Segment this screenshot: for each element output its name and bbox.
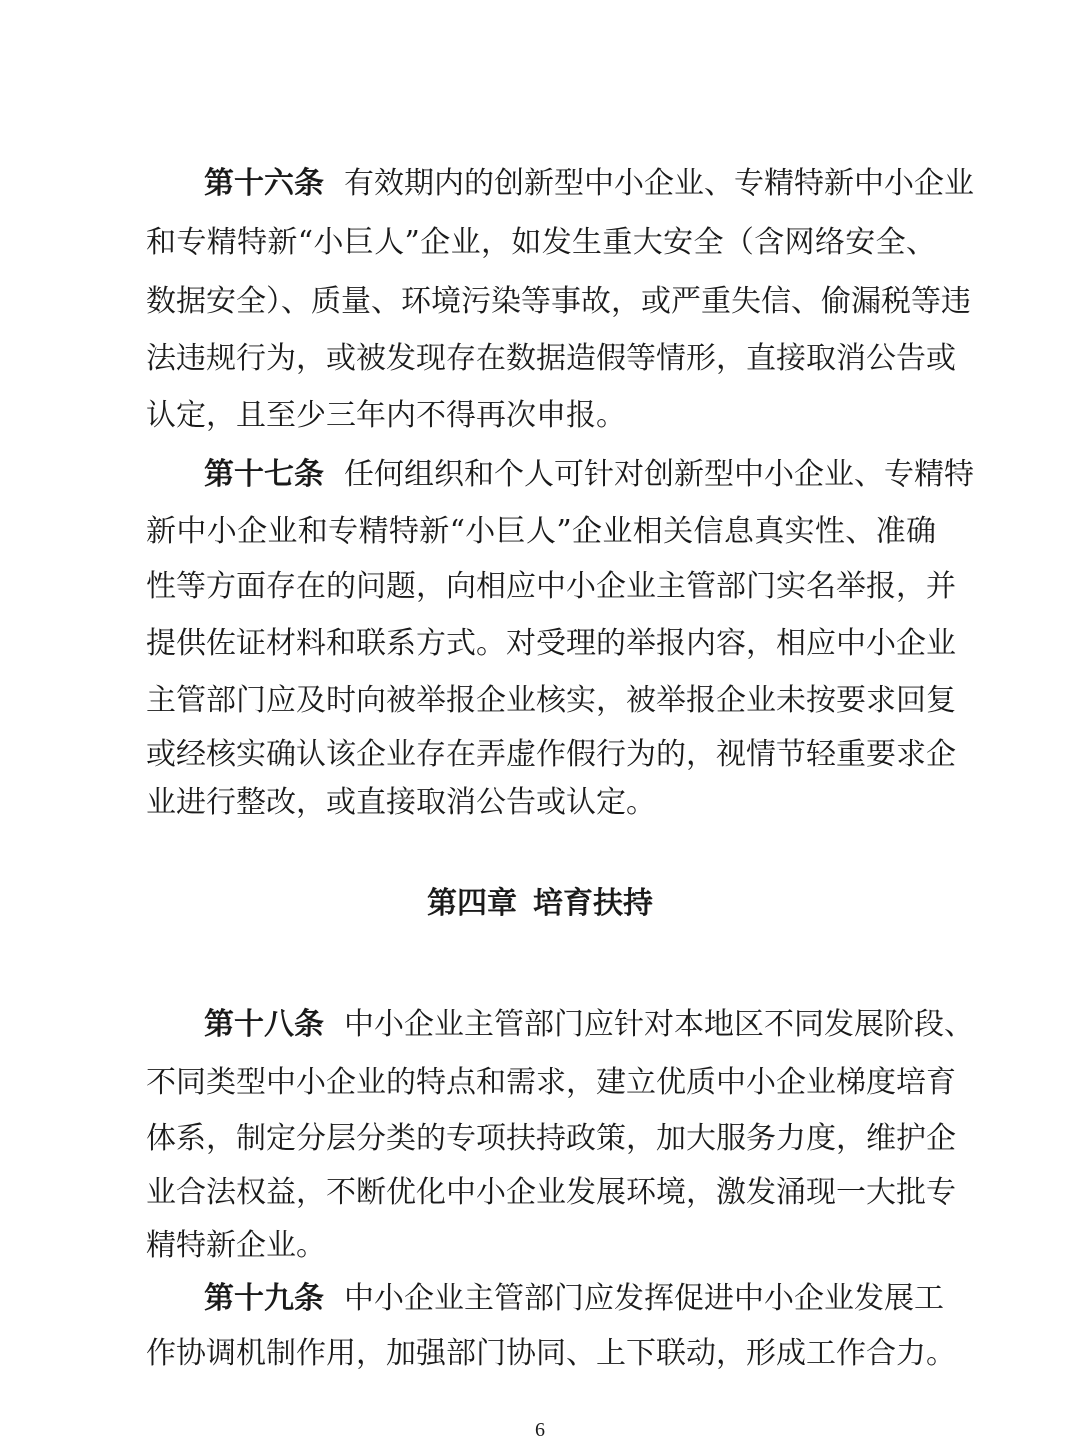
article-17-line-1: 第十七条 任何组织和个人可针对创新型中小企业、专精特 — [204, 457, 974, 492]
article-18-line-1: 第十八条 中小企业主管部门应针对本地区不同发展阶段、 — [204, 1007, 974, 1042]
article-17-line-7: 业进行整改，或直接取消公告或认定。 — [146, 785, 656, 820]
article-18-line-5: 精特新企业。 — [146, 1228, 326, 1263]
article-18-title: 第十八条 — [204, 1007, 324, 1042]
article-17-line-2: 新中小企业和专精特新“小巨人”企业相关信息真实性、准确 — [146, 514, 936, 549]
article-18-line-4: 业合法权益，不断优化中小企业发展环境，激发涌现一大批专 — [146, 1175, 956, 1210]
article-16-line-4: 法违规行为，或被发现存在数据造假等情形，直接取消公告或 — [146, 341, 956, 376]
article-17-line-6: 或经核实确认该企业存在弄虚作假行为的，视情节轻重要求企 — [146, 737, 956, 772]
article-19-line-1: 第十九条 中小企业主管部门应发挥促进中小企业发展工 — [204, 1281, 944, 1316]
chapter-title: 培育扶持 — [533, 886, 653, 921]
article-17-line-5: 主管部门应及时向被举报企业核实，被举报企业未按要求回复 — [146, 683, 956, 718]
chapter-heading — [0, 884, 1080, 924]
article-19-title: 第十九条 — [204, 1281, 324, 1316]
article-19-line-2: 作协调机制作用，加强部门协同、上下联动，形成工作合力。 — [146, 1336, 956, 1371]
article-16-title: 第十六条 — [204, 166, 324, 201]
article-16-line-1: 第十六条 有效期内的创新型中小企业、专精特新中小企业 — [204, 166, 974, 201]
article-16-line-2: 和专精特新“小巨人”企业，如发生重大安全（含网络安全、 — [146, 225, 936, 260]
chapter-number: 第四章 — [427, 886, 517, 921]
article-16-line-3: 数据安全）、质量、环境污染等事故，或严重失信、偷漏税等违 — [146, 284, 971, 319]
article-17-line-4: 提供佐证材料和联系方式。对受理的举报内容，相应中小企业 — [146, 626, 956, 661]
article-17-line-3: 性等方面存在的问题，向相应中小企业主管部门实名举报，并 — [146, 569, 956, 604]
article-17-title: 第十七条 — [204, 457, 324, 492]
article-18-line-2: 不同类型中小企业的特点和需求，建立优质中小企业梯度培育 — [146, 1065, 956, 1100]
page-number: 6 — [535, 1419, 545, 1441]
article-18-line-3: 体系，制定分层分类的专项扶持政策，加大服务力度，维护企 — [146, 1121, 956, 1156]
article-16-line-5: 认定，且至少三年内不得再次申报。 — [146, 398, 626, 433]
